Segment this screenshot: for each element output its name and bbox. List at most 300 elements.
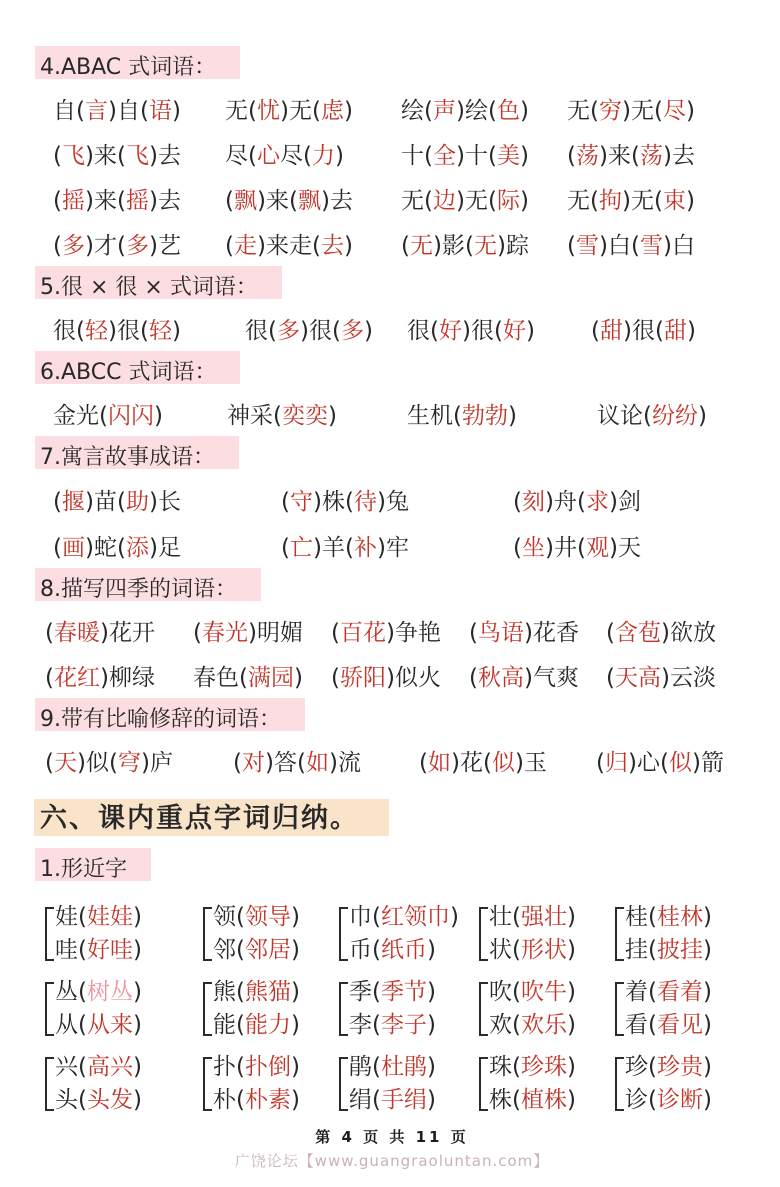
word-text: ) xyxy=(702,1012,712,1038)
word-text: ) xyxy=(455,98,465,124)
answer-text: 无 xyxy=(473,233,497,259)
word-text: ( xyxy=(288,188,298,214)
watermark: 广饶论坛【www.guangraoluntan.com】 xyxy=(234,1152,550,1170)
word-item xyxy=(489,901,576,934)
answer-text: 花 xyxy=(53,665,77,691)
word-item xyxy=(331,614,469,647)
word-text: ( xyxy=(372,1087,381,1113)
word-text: 媚 xyxy=(279,620,303,646)
word-text: ( xyxy=(236,1087,245,1113)
word-section xyxy=(40,272,744,351)
word-text: ( xyxy=(78,1087,87,1113)
answer-text: 见 xyxy=(679,1012,703,1038)
word-text: ) xyxy=(290,937,300,963)
answer-text: 欢 xyxy=(520,1012,544,1038)
word-item xyxy=(233,744,419,777)
answer-text: 飞 xyxy=(61,143,85,169)
word-text: 艳 xyxy=(417,620,441,646)
word-text: 很 xyxy=(407,318,430,344)
word-text: 很 xyxy=(116,318,140,344)
word-item xyxy=(281,529,513,562)
word-text: 从 xyxy=(55,1012,78,1038)
word-text: ) xyxy=(290,979,300,1005)
word-text: 玉 xyxy=(523,750,547,776)
word-text: ( xyxy=(430,318,439,344)
word-text: ( xyxy=(482,750,492,776)
word-item xyxy=(419,744,596,777)
word-item xyxy=(55,1009,142,1042)
word-text: ( xyxy=(469,665,478,691)
word-text: ) xyxy=(290,1087,300,1113)
word-text: 云 xyxy=(669,665,693,691)
answer-text: 多 xyxy=(61,233,85,259)
word-text: 桂 xyxy=(625,904,648,930)
word-text: ( xyxy=(372,1054,381,1080)
word-text: ( xyxy=(53,534,62,561)
word-text: ( xyxy=(268,318,277,344)
word-text: ( xyxy=(116,488,126,515)
answer-text: 好 xyxy=(86,937,110,963)
word-item xyxy=(596,744,744,777)
word-text: ( xyxy=(344,488,354,515)
word-text: 去 xyxy=(157,143,181,169)
answer-text: 朴 xyxy=(244,1087,268,1113)
word-item xyxy=(225,92,401,125)
section-title-row xyxy=(40,574,744,606)
word-text: 去 xyxy=(157,188,181,214)
answer-text: 邻 xyxy=(244,937,268,963)
group-lines xyxy=(349,976,436,1042)
answer-text: 发 xyxy=(109,1087,133,1113)
word-text: ) xyxy=(566,1012,576,1038)
word-text: ) xyxy=(450,750,460,776)
answer-text: 哇 xyxy=(109,937,133,963)
subsection-title-text: 1.形近字 xyxy=(40,857,127,882)
group-lines xyxy=(349,901,459,967)
answer-text: 闪 xyxy=(107,403,131,429)
word-item xyxy=(53,529,281,562)
word-text: ( xyxy=(590,188,599,214)
word-text: ) xyxy=(525,318,535,344)
answer-text: 手 xyxy=(380,1087,404,1113)
word-text: ( xyxy=(648,1054,657,1080)
page-footer xyxy=(40,1126,744,1177)
answer-text: 娃 xyxy=(109,904,133,930)
bracket-icon xyxy=(479,982,488,1036)
word-text: 长 xyxy=(157,488,181,515)
word-text: 神 xyxy=(227,403,250,429)
word-item xyxy=(349,901,459,934)
word-item xyxy=(625,934,712,967)
word-text: 答 xyxy=(273,750,297,776)
word-item xyxy=(53,227,225,260)
word-item xyxy=(349,934,459,967)
word-item xyxy=(597,397,744,430)
word-item xyxy=(606,659,744,692)
word-text: 无 xyxy=(288,98,312,124)
answer-text: 强 xyxy=(520,904,544,930)
answer-text: 雪 xyxy=(639,233,663,259)
answer-text: 居 xyxy=(267,937,291,963)
answer-text: 揠 xyxy=(61,488,85,515)
answer-text: 多 xyxy=(276,318,300,344)
word-item xyxy=(567,92,744,125)
word-text: 兴 xyxy=(55,1054,78,1080)
word-text: ( xyxy=(606,620,615,646)
word-text: ( xyxy=(76,318,85,344)
word-text: ( xyxy=(193,620,202,646)
word-item xyxy=(489,1009,576,1042)
answer-text: 力 xyxy=(267,1012,291,1038)
word-text: 熊 xyxy=(213,979,236,1005)
answer-text: 摇 xyxy=(61,188,85,214)
word-text: 绢 xyxy=(349,1087,372,1113)
page-number: 第 4 页 共 11 页 xyxy=(315,1128,469,1146)
answer-text: 飞 xyxy=(125,143,149,169)
answer-text: 状 xyxy=(543,937,567,963)
word-text: 金 xyxy=(53,403,76,429)
word-row xyxy=(40,476,744,522)
word-text: 巾 xyxy=(349,904,372,930)
word-text: ) xyxy=(376,534,386,561)
word-text: ) xyxy=(343,233,353,259)
answer-text: 形 xyxy=(520,937,544,963)
word-item xyxy=(401,92,567,125)
word-text: ( xyxy=(513,534,522,561)
word-text: ) xyxy=(279,98,289,124)
word-text: ( xyxy=(372,904,381,930)
group-lines xyxy=(625,976,712,1042)
answer-text: 娃 xyxy=(86,904,110,930)
answer-text: 鹃 xyxy=(403,1054,427,1080)
word-text: ) xyxy=(702,904,712,930)
word-row xyxy=(40,738,744,783)
answer-text: 全 xyxy=(432,143,456,169)
answer-text: 倒 xyxy=(267,1054,291,1080)
answer-text: 荡 xyxy=(575,143,599,169)
answer-text: 节 xyxy=(403,979,427,1005)
word-text: ) xyxy=(107,318,117,344)
word-text: ( xyxy=(45,665,54,691)
answer-text: 林 xyxy=(679,904,703,930)
answer-text: 勃 xyxy=(484,403,508,429)
word-item xyxy=(213,976,300,1009)
answer-text: 声 xyxy=(432,98,456,124)
word-item xyxy=(625,901,712,934)
word-text: ) xyxy=(461,318,471,344)
word-text: 剑 xyxy=(617,488,641,515)
word-text: 尽 xyxy=(225,143,248,169)
answer-text: 荡 xyxy=(639,143,663,169)
answer-text: 树丛 xyxy=(86,979,133,1005)
word-text: ( xyxy=(331,318,341,344)
answer-text: 从 xyxy=(86,1012,110,1038)
answer-text: 轻 xyxy=(148,318,172,344)
word-text: ) xyxy=(523,620,533,646)
similar-char-group xyxy=(339,1051,479,1117)
word-row xyxy=(40,391,744,436)
group-lines xyxy=(489,901,576,967)
section-title-row xyxy=(40,52,744,84)
similar-char-group xyxy=(479,901,615,967)
answer-text: 素 xyxy=(267,1087,291,1113)
answer-text: 坐 xyxy=(521,534,545,561)
answer-text: 吹 xyxy=(520,979,544,1005)
group-lines xyxy=(213,1051,300,1117)
answer-text: 百 xyxy=(339,620,363,646)
word-text: ( xyxy=(653,188,663,214)
word-item xyxy=(606,614,744,647)
answer-text: 奕 xyxy=(304,403,328,429)
word-text: ( xyxy=(78,904,87,930)
word-text: ) xyxy=(290,1054,300,1080)
answer-text: 添 xyxy=(125,534,149,561)
word-item xyxy=(489,1051,576,1084)
word-text: 花 xyxy=(459,750,483,776)
word-text: 十 xyxy=(401,143,424,169)
group-lines xyxy=(55,1051,142,1117)
answer-text: 高 xyxy=(637,665,661,691)
word-text: 才 xyxy=(93,233,117,259)
similar-char-group xyxy=(339,901,479,967)
word-item xyxy=(567,137,744,170)
word-text: ( xyxy=(648,937,657,963)
answer-text: 贵 xyxy=(679,1054,703,1080)
answer-text: 语 xyxy=(148,98,172,124)
word-text: ( xyxy=(331,620,340,646)
word-text: 似 xyxy=(85,750,109,776)
word-item xyxy=(401,182,567,215)
word-text: 爽 xyxy=(555,665,579,691)
word-text: ( xyxy=(53,488,62,515)
word-row xyxy=(40,86,744,131)
word-text: 庐 xyxy=(149,750,173,776)
word-text: ) xyxy=(685,98,695,124)
similar-char-group xyxy=(45,976,203,1042)
word-text: ( xyxy=(487,143,497,169)
word-text: 来 xyxy=(93,143,117,169)
word-item xyxy=(213,1009,300,1042)
word-item xyxy=(55,1084,142,1117)
word-text: 光 xyxy=(76,403,99,429)
word-text: ( xyxy=(236,1012,245,1038)
word-text: 扑 xyxy=(213,1054,236,1080)
word-item xyxy=(45,659,193,692)
answer-text: 走 xyxy=(233,233,257,259)
word-text: 足 xyxy=(157,534,181,561)
word-item xyxy=(513,529,744,562)
answer-text: 观 xyxy=(585,534,609,561)
answer-text: 似 xyxy=(491,750,515,776)
word-item xyxy=(245,312,407,345)
word-text: ( xyxy=(419,750,428,776)
word-item xyxy=(53,312,245,345)
word-item xyxy=(53,397,227,430)
word-text: 明 xyxy=(256,620,280,646)
answer-text: 守 xyxy=(289,488,313,515)
word-text: 哇 xyxy=(55,937,78,963)
word-item xyxy=(213,901,300,934)
word-text: ) xyxy=(685,188,695,214)
answer-text: 言 xyxy=(84,98,108,124)
word-text: 丛 xyxy=(55,979,78,1005)
word-text: 挂 xyxy=(625,937,648,963)
word-text: ) xyxy=(426,1012,436,1038)
similar-char-group xyxy=(479,976,615,1042)
word-text: ( xyxy=(116,233,126,259)
word-text: ( xyxy=(648,904,657,930)
word-text: ) xyxy=(702,979,712,1005)
answer-text: 珍 xyxy=(656,1054,680,1080)
word-item xyxy=(407,312,591,345)
word-item xyxy=(401,227,567,260)
word-text: ( xyxy=(576,488,586,515)
answer-text: 诊 xyxy=(656,1087,680,1113)
word-item xyxy=(401,137,567,170)
word-text: 自 xyxy=(116,98,140,124)
word-text: ) xyxy=(426,979,436,1005)
word-item xyxy=(349,1051,436,1084)
answer-text: 飘 xyxy=(233,188,257,214)
word-text: ( xyxy=(116,534,126,561)
word-text: 自 xyxy=(53,98,76,124)
word-text: ) xyxy=(84,188,94,214)
word-item xyxy=(567,182,744,215)
answer-text: 红 xyxy=(76,665,100,691)
word-text: 绘 xyxy=(464,98,488,124)
word-text: ) xyxy=(312,488,322,515)
word-text: 舟 xyxy=(553,488,577,515)
word-text: ) xyxy=(660,665,670,691)
word-item xyxy=(213,934,300,967)
word-text: ) xyxy=(328,750,338,776)
word-text: 十 xyxy=(464,143,488,169)
word-text: ( xyxy=(239,665,248,691)
word-text: ( xyxy=(512,904,521,930)
word-item xyxy=(625,1084,712,1117)
answer-text: 披 xyxy=(656,937,680,963)
word-text: ) xyxy=(99,620,109,646)
word-text: 兔 xyxy=(385,488,409,515)
word-text: ( xyxy=(372,979,381,1005)
answer-text: 边 xyxy=(432,188,456,214)
word-text: ) xyxy=(84,488,94,515)
word-item xyxy=(567,227,744,260)
word-text: ( xyxy=(567,143,576,169)
word-text: 来 xyxy=(265,188,289,214)
word-text: 春 xyxy=(193,665,216,691)
answer-text: 乐 xyxy=(543,1012,567,1038)
word-text: 去 xyxy=(671,143,695,169)
word-text: ) xyxy=(385,665,395,691)
answer-text: 杜 xyxy=(380,1054,404,1080)
similar-char-group xyxy=(615,976,744,1042)
word-text: ) xyxy=(566,1054,576,1080)
answer-text: 领 xyxy=(244,904,268,930)
major-heading xyxy=(40,801,744,837)
word-text: ) xyxy=(686,318,696,344)
word-text: ( xyxy=(424,188,433,214)
word-text: ( xyxy=(45,750,54,776)
word-text: 很 xyxy=(308,318,332,344)
word-text: ( xyxy=(331,665,340,691)
word-text: ) xyxy=(76,750,86,776)
answer-text: 归 xyxy=(604,750,628,776)
word-item xyxy=(625,1051,712,1084)
word-text: ( xyxy=(606,665,615,691)
bracket-icon xyxy=(203,982,212,1036)
word-text: ) xyxy=(84,233,94,259)
word-text: 争 xyxy=(394,620,418,646)
word-text: 吹 xyxy=(489,979,512,1005)
word-item xyxy=(349,1009,436,1042)
answer-text: 纸 xyxy=(380,937,404,963)
bracket-icon xyxy=(615,982,624,1036)
answer-text: 光 xyxy=(224,620,248,646)
word-text: ) xyxy=(608,534,618,561)
word-text: ( xyxy=(45,620,54,646)
word-text: ( xyxy=(512,1012,521,1038)
word-text: ) xyxy=(519,188,529,214)
word-text: ( xyxy=(296,750,306,776)
word-text: ( xyxy=(248,143,257,169)
answer-text: 忧 xyxy=(256,98,280,124)
word-text: ( xyxy=(512,937,521,963)
word-text: ( xyxy=(424,143,433,169)
group-lines xyxy=(55,976,142,1042)
word-text: 无 xyxy=(567,188,590,214)
word-text: 羊 xyxy=(321,534,345,561)
group-lines xyxy=(213,901,300,967)
word-text: ) xyxy=(519,143,529,169)
similar-char-group xyxy=(479,1051,615,1117)
word-text: ) xyxy=(702,1054,712,1080)
word-text: ( xyxy=(643,403,652,429)
word-item xyxy=(53,483,281,516)
word-text: ( xyxy=(233,750,242,776)
word-text: 淡 xyxy=(692,665,716,691)
answer-text: 补 xyxy=(353,534,377,561)
word-text: ) xyxy=(299,318,309,344)
answer-text: 好 xyxy=(438,318,462,344)
answer-text: 心 xyxy=(256,143,280,169)
word-text: ) xyxy=(153,403,163,429)
answer-text: 看 xyxy=(656,979,680,1005)
word-text: ) xyxy=(148,143,158,169)
word-text: ) xyxy=(426,1054,436,1080)
word-text: ) xyxy=(327,403,337,429)
answer-text: 绢 xyxy=(403,1087,427,1113)
word-item xyxy=(225,137,401,170)
word-text: 很 xyxy=(470,318,494,344)
word-text: ) xyxy=(132,1012,142,1038)
word-item xyxy=(349,976,436,1009)
word-text: ) xyxy=(566,937,576,963)
answer-text: 勃 xyxy=(461,403,485,429)
answer-text: 株 xyxy=(543,1087,567,1113)
word-text: ) xyxy=(544,488,554,515)
word-text: ) xyxy=(385,620,395,646)
word-text: ) xyxy=(566,904,576,930)
word-text: ) xyxy=(662,233,672,259)
word-text: ( xyxy=(596,750,605,776)
word-text: 朴 xyxy=(213,1087,236,1113)
section-title-row xyxy=(40,704,744,736)
word-row xyxy=(40,176,744,221)
answer-text: 珠 xyxy=(543,1054,567,1080)
section-title: 4.ABAC 式词语： xyxy=(40,55,217,80)
word-text: ( xyxy=(576,534,586,561)
